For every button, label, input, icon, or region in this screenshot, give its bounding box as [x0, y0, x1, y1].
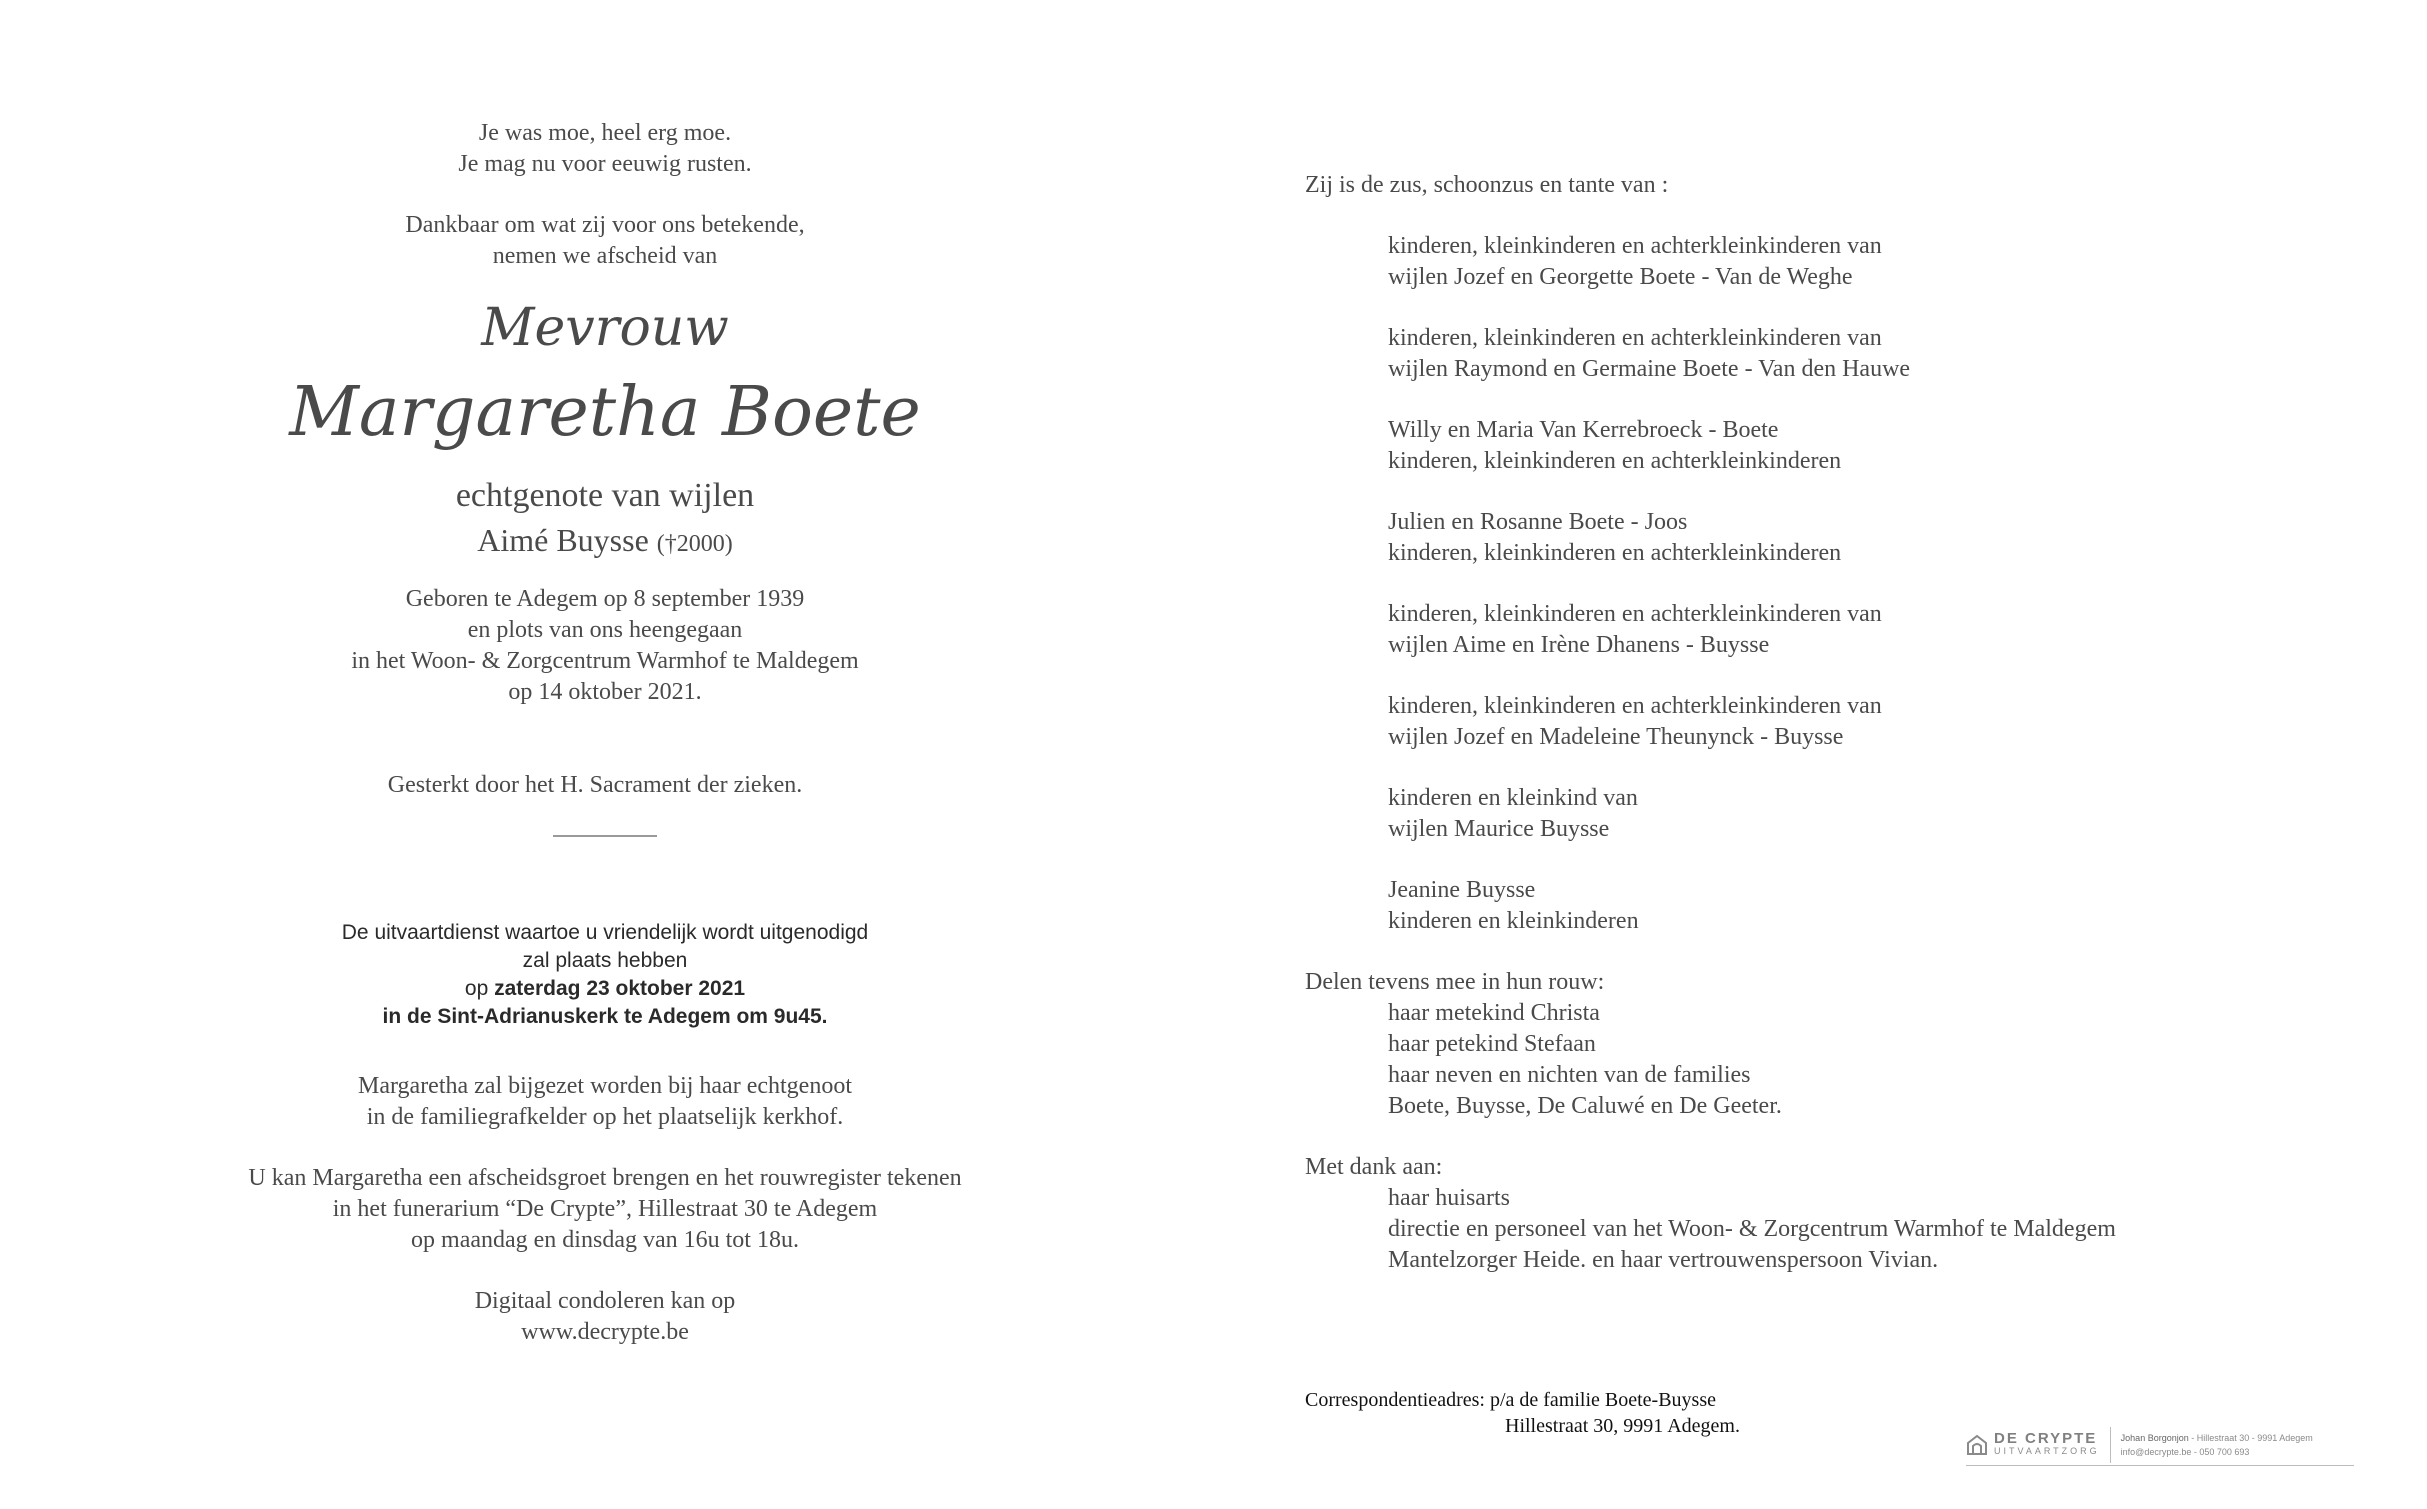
family-group-5-line-1: kinderen, kleinkinderen en achterkleinkinderen van: [1388, 601, 1882, 627]
logo-subtitle: UITVAARTZORG: [1994, 1446, 2100, 1456]
family-group-3-line-1: Willy en Maria Van Kerrebroeck - Boete: [1388, 417, 1779, 443]
family-group-7-line-1: kinderen en kleinkind van: [1388, 785, 1638, 811]
visit-line-3: op maandag en dinsdag van 16u tot 18u.: [411, 1227, 799, 1253]
verse-line-1: Je was moe, heel erg moe.: [478, 120, 732, 146]
family-group-4-line-1: Julien en Rosanne Boete - Joos: [1388, 509, 1688, 535]
service-date-prefix: op: [464, 977, 495, 1000]
family-group-6-line-1: kinderen, kleinkinderen en achterkleinkinderen van: [1388, 693, 1882, 719]
spouse-intro: echtgenote van wijlen: [455, 477, 755, 514]
thanks-line-2: directie en personeel van het Woon- & Zorgcentrum Warmhof te Maldegem: [1388, 1216, 2116, 1242]
family-group-2-line-1: kinderen, kleinkinderen en achterkleinkinderen van: [1388, 325, 1882, 351]
correspondence-line-2: Hillestraat 30, 9991 Adegem.: [1505, 1415, 1740, 1437]
thanks-line-1: haar huisarts: [1388, 1185, 1510, 1211]
intro-line-2: nemen we afscheid van: [492, 243, 718, 269]
crypte-logo-icon: [1966, 1434, 1988, 1456]
birth-line-1: Geboren te Adegem op 8 september 1939: [405, 586, 805, 612]
verse-line-2: Je mag nu voor eeuwig rusten.: [458, 151, 752, 177]
family-group-1-line-2: wijlen Jozef en Georgette Boete - Van de Weghe: [1388, 264, 1853, 290]
service-line-3: [200, 975, 1010, 1003]
family-group-3-line-2: kinderen, kleinkinderen en achterkleinkinderen: [1388, 448, 1842, 474]
family-group-7-line-2: wijlen Maurice Buysse: [1388, 816, 1610, 842]
share-line-1: haar metekind Christa: [1388, 1000, 1600, 1026]
visit-line-2: in het funerarium “De Crypte”, Hillestraat 30 te Adegem: [332, 1196, 878, 1222]
logo-contact-line-1: [2121, 1431, 2313, 1445]
correspondence-address: [1305, 1387, 1740, 1439]
family-group-8-line-2: kinderen en kleinkinderen: [1388, 908, 1639, 934]
sacrament-line: Gesterkt door het H. Sacrament der zieken.: [387, 772, 803, 798]
share-line-2: haar petekind Stefaan: [1388, 1031, 1596, 1057]
left-column: [200, 118, 1010, 1348]
logo-text: [1994, 1432, 2100, 1458]
service-line-2: zal plaats hebben: [522, 949, 688, 972]
service-line-1: De uitvaartdienst waartoe u vriendelijk wordt uitgenodigd: [341, 921, 869, 944]
spouse-name: Aimé Buysse: [477, 522, 649, 558]
share-heading: Delen tevens mee in hun rouw:: [1305, 969, 1605, 995]
correspondence-line-1: Correspondentieadres: p/a de familie Boete-Buysse: [1305, 1389, 1716, 1411]
service-date: zaterdag 23 oktober 2021: [494, 977, 746, 1000]
burial-line-2: in de familiegrafkelder op het plaatselijk kerkhof.: [366, 1104, 844, 1130]
share-line-4: Boete, Buysse, De Caluwé en De Geeter.: [1388, 1093, 1782, 1119]
birth-line-4: op 14 oktober 2021.: [508, 679, 702, 705]
right-column: [1305, 170, 2365, 1276]
logo-contact-person: Johan Borgonjon: [2120, 1433, 2189, 1443]
intro-line-1: Dankbaar om wat zij voor ons betekende,: [405, 212, 805, 238]
spouse-line: [200, 518, 1010, 566]
logo-contact-address: - Hillestraat 30 - 9991 Adegem: [2188, 1433, 2313, 1443]
honorific-title: Mevrouw: [481, 298, 729, 358]
family-group-2-line-2: wijlen Raymond en Germaine Boete - Van den Hauwe: [1388, 356, 1911, 382]
family-group-4-line-2: kinderen, kleinkinderen en achterkleinkinderen: [1388, 540, 1842, 566]
spouse-year: (†2000): [656, 531, 733, 557]
logo-contact-line-2: info@decrypte.be - 050 700 693: [2120, 1447, 2250, 1457]
family-group-1-line-1: kinderen, kleinkinderen en achterkleinkinderen van: [1388, 233, 1882, 259]
visit-line-1: U kan Margaretha een afscheidsgroet brengen en het rouwregister tekenen: [248, 1165, 962, 1191]
service-line-4: [200, 1003, 1010, 1031]
thanks-line-3: Mantelzorger Heide. en haar vertrouwenspersoon Vivian.: [1388, 1247, 1939, 1273]
logo-separator: [2110, 1427, 2111, 1463]
birth-line-3: in het Woon- & Zorgcentrum Warmhof te Maldegem: [351, 648, 859, 674]
family-group-6-line-2: wijlen Jozef en Madeleine Theunynck - Buysse: [1388, 724, 1844, 750]
family-heading: Zij is de zus, schoonzus en tante van :: [1305, 172, 1669, 198]
family-group-8-line-1: Jeanine Buysse: [1388, 877, 1536, 903]
logo-contact: [2121, 1431, 2313, 1459]
thanks-heading: Met dank aan:: [1305, 1154, 1443, 1180]
deceased-name: Margaretha Boete: [289, 373, 921, 452]
logo-name: DE CRYPTE: [1994, 1430, 2098, 1447]
share-line-3: haar neven en nichten van de families: [1388, 1062, 1751, 1088]
online-url: www.decrypte.be: [521, 1319, 689, 1345]
birth-line-2: en plots van ons heengegaan: [467, 617, 743, 643]
burial-line-1: Margaretha zal bijgezet worden bij haar echtgenoot: [357, 1073, 852, 1099]
family-group-5-line-2: wijlen Aime en Irène Dhanens - Buysse: [1388, 632, 1770, 658]
funeral-home-logo: [1966, 1425, 2354, 1466]
service-location: in de Sint-Adrianuskerk te Adegem om 9u45.: [382, 1005, 828, 1028]
online-line-1: Digitaal condoleren kan op: [474, 1288, 736, 1314]
